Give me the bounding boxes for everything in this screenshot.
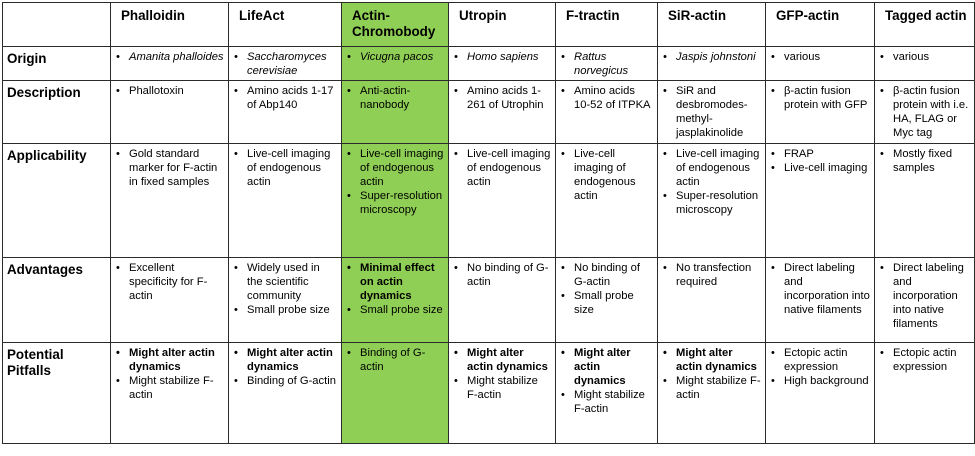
- bullet-list: [234, 147, 337, 189]
- bullet-list: [116, 84, 224, 98]
- cell-gfp-actin: [766, 47, 875, 81]
- bullet-list: [663, 50, 761, 64]
- bullet-item: • Live-cell imaging: [771, 161, 870, 175]
- bullet-list: [234, 84, 337, 112]
- bullet-item: • No binding of G-actin: [561, 261, 653, 289]
- cell-utropin: [449, 81, 556, 144]
- table-row: [3, 144, 975, 258]
- bullet-list: [663, 346, 761, 402]
- cell-actin-chromobody: [342, 47, 449, 81]
- bullet-item: • Small probe size: [347, 303, 444, 317]
- cell-tagged-actin: [875, 258, 975, 343]
- bullet-item: • various: [880, 50, 970, 64]
- bullet-item: • Rattus norvegicus: [561, 50, 653, 78]
- bullet-item: • β-actin fusion protein with i.e. HA, FLAG or Myc tag: [880, 84, 970, 140]
- header-row: [3, 3, 975, 47]
- cell-lifeact: [229, 47, 342, 81]
- cell-tagged-actin: [875, 81, 975, 144]
- cell-gfp-actin: [766, 144, 875, 258]
- bullet-list: [347, 50, 444, 64]
- bullet-list: [663, 84, 761, 140]
- table-row: [3, 81, 975, 144]
- bullet-list: [116, 147, 224, 189]
- cell-phalloidin: [111, 81, 229, 144]
- col-header-lifeact: LifeAct: [229, 3, 342, 47]
- row-header: Advantages: [3, 258, 111, 343]
- bullet-list: [347, 346, 444, 374]
- corner-cell: [3, 3, 111, 47]
- cell-gfp-actin: [766, 81, 875, 144]
- bullet-item: • Live-cell imaging of endogenous actin: [663, 147, 761, 189]
- bullet-item: • Might stabilize F-actin: [116, 374, 224, 402]
- cell-utropin: [449, 343, 556, 444]
- bullet-item: • Vicugna pacos: [347, 50, 444, 64]
- bullet-list: [347, 147, 444, 217]
- bullet-list: [771, 261, 870, 317]
- bullet-list: [454, 346, 551, 402]
- table-row: [3, 258, 975, 343]
- bullet-item: • Excellent specificity for F-actin: [116, 261, 224, 303]
- bullet-item: • No binding of G-actin: [454, 261, 551, 289]
- bullet-list: [663, 261, 761, 289]
- cell-f-tractin: [556, 81, 658, 144]
- bullet-item: • Might alter actin dynamics: [454, 346, 551, 374]
- row-header: Description: [3, 81, 111, 144]
- cell-actin-chromobody: [342, 258, 449, 343]
- cell-phalloidin: [111, 144, 229, 258]
- bullet-list: [880, 147, 970, 175]
- bullet-list: [880, 261, 970, 331]
- col-header-utropin: Utropin: [449, 3, 556, 47]
- cell-f-tractin: [556, 343, 658, 444]
- bullet-list: [880, 346, 970, 374]
- bullet-list: [880, 50, 970, 64]
- cell-sir-actin: [658, 343, 766, 444]
- bullet-item: • Jaspis johnstoni: [663, 50, 761, 64]
- cell-phalloidin: [111, 47, 229, 81]
- table-row: [3, 47, 975, 81]
- bullet-item: • Might stabilize F-actin: [663, 374, 761, 402]
- cell-gfp-actin: [766, 343, 875, 444]
- bullet-item: • Super-resolution microscopy: [663, 189, 761, 217]
- bullet-item: • Binding of G-actin: [234, 374, 337, 388]
- cell-lifeact: [229, 81, 342, 144]
- bullet-list: [454, 50, 551, 64]
- bullet-item: • Might alter actin dynamics: [116, 346, 224, 374]
- cell-f-tractin: [556, 258, 658, 343]
- bullet-list: [561, 261, 653, 317]
- bullet-item: • Saccharomyces cerevisiae: [234, 50, 337, 78]
- bullet-list: [561, 147, 653, 203]
- bullet-list: [561, 50, 653, 78]
- bullet-item: • Mostly fixed samples: [880, 147, 970, 175]
- cell-f-tractin: [556, 47, 658, 81]
- bullet-list: [771, 147, 870, 175]
- bullet-item: • Amino acids 1-17 of Abp140: [234, 84, 337, 112]
- bullet-item: • Minimal effect on actin dynamics: [347, 261, 444, 303]
- bullet-list: [561, 346, 653, 416]
- bullet-list: [234, 50, 337, 78]
- bullet-list: [347, 84, 444, 112]
- cell-tagged-actin: [875, 47, 975, 81]
- comparison-table: [2, 2, 975, 444]
- cell-lifeact: [229, 258, 342, 343]
- bullet-list: [771, 84, 870, 112]
- bullet-item: • Small probe size: [234, 303, 337, 317]
- bullet-item: • various: [771, 50, 870, 64]
- bullet-list: [880, 84, 970, 140]
- bullet-item: • Might stabilize F-actin: [561, 388, 653, 416]
- bullet-item: • SiR and desbromodes-methyl-jasplakinolide: [663, 84, 761, 140]
- bullet-list: [454, 84, 551, 112]
- bullet-item: • No transfection required: [663, 261, 761, 289]
- bullet-item: • Might stabilize F-actin: [454, 374, 551, 402]
- col-header-actin-chromobody: Actin-Chromobody: [342, 3, 449, 47]
- cell-actin-chromobody: [342, 144, 449, 258]
- cell-sir-actin: [658, 258, 766, 343]
- bullet-list: [347, 261, 444, 317]
- cell-phalloidin: [111, 258, 229, 343]
- bullet-item: • High background: [771, 374, 870, 388]
- bullet-item: • Ectopic actin expression: [880, 346, 970, 374]
- bullet-item: • Might alter actin dynamics: [234, 346, 337, 374]
- bullet-list: [454, 147, 551, 189]
- cell-utropin: [449, 258, 556, 343]
- bullet-list: [663, 147, 761, 217]
- cell-phalloidin: [111, 343, 229, 444]
- col-header-f-tractin: F-tractin: [556, 3, 658, 47]
- bullet-item: • Binding of G-actin: [347, 346, 444, 374]
- cell-sir-actin: [658, 47, 766, 81]
- cell-actin-chromobody: [342, 343, 449, 444]
- bullet-list: [116, 50, 224, 64]
- bullet-list: [116, 346, 224, 402]
- bullet-item: • Amanita phalloides: [116, 50, 224, 64]
- col-header-tagged-actin: Tagged actin: [875, 3, 975, 47]
- col-header-sir-actin: SiR-actin: [658, 3, 766, 47]
- cell-tagged-actin: [875, 343, 975, 444]
- bullet-list: [454, 261, 551, 289]
- bullet-item: • Anti-actin-nanobody: [347, 84, 444, 112]
- bullet-item: • Live-cell imaging of endogenous actin: [454, 147, 551, 189]
- cell-utropin: [449, 47, 556, 81]
- bullet-item: • Widely used in the scientific community: [234, 261, 337, 303]
- row-header: Applicability: [3, 144, 111, 258]
- bullet-item: • Live-cell imaging of endogenous actin: [561, 147, 653, 203]
- cell-tagged-actin: [875, 144, 975, 258]
- cell-gfp-actin: [766, 258, 875, 343]
- bullet-item: • Live-cell imaging of endogenous actin: [347, 147, 444, 189]
- bullet-item: • Gold standard marker for F-actin in fixed samples: [116, 147, 224, 189]
- row-header: Origin: [3, 47, 111, 81]
- table-row: [3, 343, 975, 444]
- cell-sir-actin: [658, 144, 766, 258]
- bullet-list: [771, 346, 870, 388]
- bullet-item: • Ectopic actin expression: [771, 346, 870, 374]
- bullet-item: • Amino acids 10-52 of ITPKA: [561, 84, 653, 112]
- cell-utropin: [449, 144, 556, 258]
- bullet-item: • Amino acids 1-261 of Utrophin: [454, 84, 551, 112]
- cell-f-tractin: [556, 144, 658, 258]
- bullet-item: • Super-resolution microscopy: [347, 189, 444, 217]
- cell-lifeact: [229, 343, 342, 444]
- bullet-list: [116, 261, 224, 303]
- bullet-item: • Direct labeling and incorporation into native filaments: [771, 261, 870, 317]
- bullet-item: • Direct labeling and incorporation into native filaments: [880, 261, 970, 331]
- bullet-item: • Might alter actin dynamics: [561, 346, 653, 388]
- bullet-item: • FRAP: [771, 147, 870, 161]
- bullet-item: • Might alter actin dynamics: [663, 346, 761, 374]
- col-header-gfp-actin: GFP-actin: [766, 3, 875, 47]
- bullet-item: • Homo sapiens: [454, 50, 551, 64]
- cell-actin-chromobody: [342, 81, 449, 144]
- bullet-list: [234, 346, 337, 388]
- row-header: Potential Pitfalls: [3, 343, 111, 444]
- bullet-item: • Live-cell imaging of endogenous actin: [234, 147, 337, 189]
- bullet-list: [771, 50, 870, 64]
- col-header-phalloidin: Phalloidin: [111, 3, 229, 47]
- bullet-item: • Small probe size: [561, 289, 653, 317]
- bullet-item: • β-actin fusion protein with GFP: [771, 84, 870, 112]
- bullet-item: • Phallotoxin: [116, 84, 224, 98]
- bullet-list: [234, 261, 337, 317]
- cell-lifeact: [229, 144, 342, 258]
- cell-sir-actin: [658, 81, 766, 144]
- bullet-list: [561, 84, 653, 112]
